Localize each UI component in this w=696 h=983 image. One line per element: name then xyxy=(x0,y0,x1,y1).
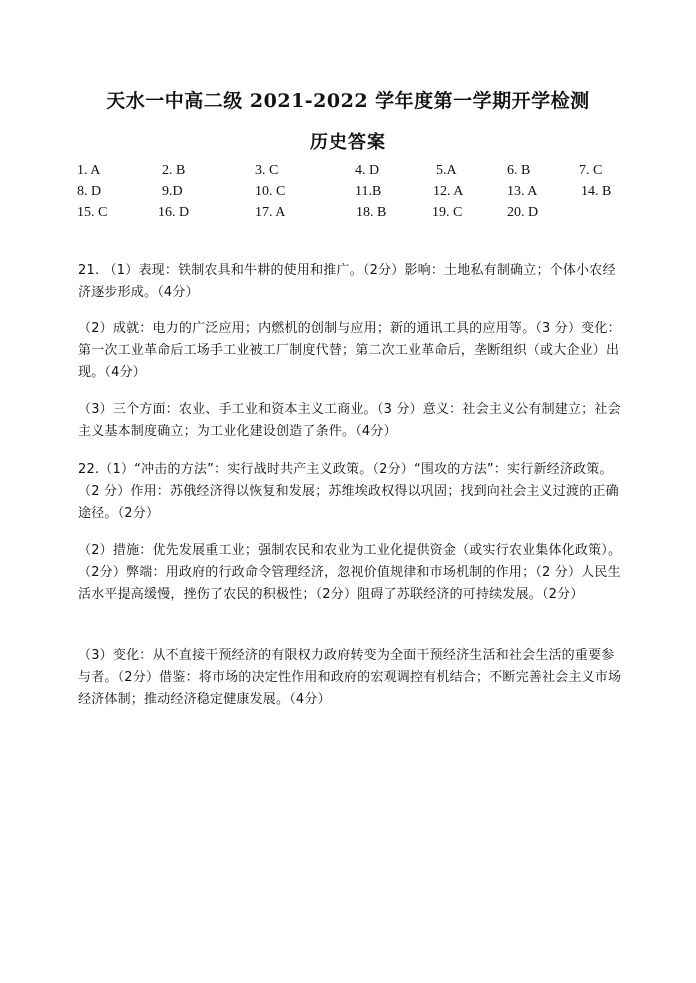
answer-4: 4. D xyxy=(355,163,380,178)
page-title: 天水一中高二级 2021-2022 学年度第一学期开学检测 xyxy=(106,90,590,112)
answer-18: 18. B xyxy=(356,205,387,220)
q21-part-3: （3）三个方面：农业、手工业和资本主义工商业。（3 分）意义：社会主义公有制建立；社会主义基本制度确立；为工业化建设创造了条件。（4分） xyxy=(78,402,621,439)
answer-20: 20. D xyxy=(507,205,539,220)
answer-2: 2. B xyxy=(162,163,186,178)
answer-13: 13. A xyxy=(507,184,538,199)
q21-part-2: （2）成就：电力的广泛应用；内燃机的创制与应用；新的通讯工具的应用等。（3 分）变化：第一次工业革命后工场手工业被工厂制度代替；第二次工业革命后，垄断组织（或大企业）出现。（4分） xyxy=(78,321,621,380)
answer-1: 1. A xyxy=(77,163,101,178)
answer-12: 12. A xyxy=(433,184,464,199)
answer-16: 16. D xyxy=(158,205,190,220)
q22-part-2: （2）措施：优先发展重工业；强制农民和农业为工业化提供资金（或实行农业集体化政策）。（2分）弊端：用政府的行政命令管理经济，忽视价值规律和市场机制的作用；（2 分）人民生活水平提高缓慢，挫伤了农民的积极性；（2分）阻碍了苏联经济的可持续发展。（2分） xyxy=(78,543,622,602)
answer-11: 11.B xyxy=(355,184,382,199)
answer-15: 15. C xyxy=(77,205,108,220)
answer-7: 7. C xyxy=(579,163,603,178)
answer-10: 10. C xyxy=(255,184,286,199)
answer-14: 14. B xyxy=(581,184,612,199)
answer-3: 3. C xyxy=(255,163,279,178)
answer-6: 6. B xyxy=(507,163,531,178)
page-subtitle: 历史答案 xyxy=(310,132,386,153)
q21-part-1: 21. （1）表现：铁制农具和牛耕的使用和推广。（2分）影响：土地私有制确立；个体小农经济逐步形成。（4分） xyxy=(78,263,616,300)
answer-17: 17. A xyxy=(255,205,286,220)
answer-5: 5.A xyxy=(436,163,457,178)
q22-part-3: （3）变化：从不直接干预经济的有限权力政府转变为全面干预经济生活和社会生活的重要参与者。（2分）借鉴：将市场的决定性作用和政府的宏观调控有机结合；不断完善社会主义市场经济体制；推动经济稳定健康发展。（4分） xyxy=(78,648,622,707)
answer-8: 8. D xyxy=(77,184,102,199)
answer-9: 9.D xyxy=(162,184,183,199)
q22-part-1: 22.（1）“冲击的方法”：实行战时共产主义政策。（2分）“围攻的方法”：实行新经济政策。（2 分）作用：苏俄经济得以恢复和发展；苏维埃政权得以巩固；找到向社会主义过渡的正确途径。（2分） xyxy=(78,462,619,521)
answer-19: 19. C xyxy=(432,205,463,220)
